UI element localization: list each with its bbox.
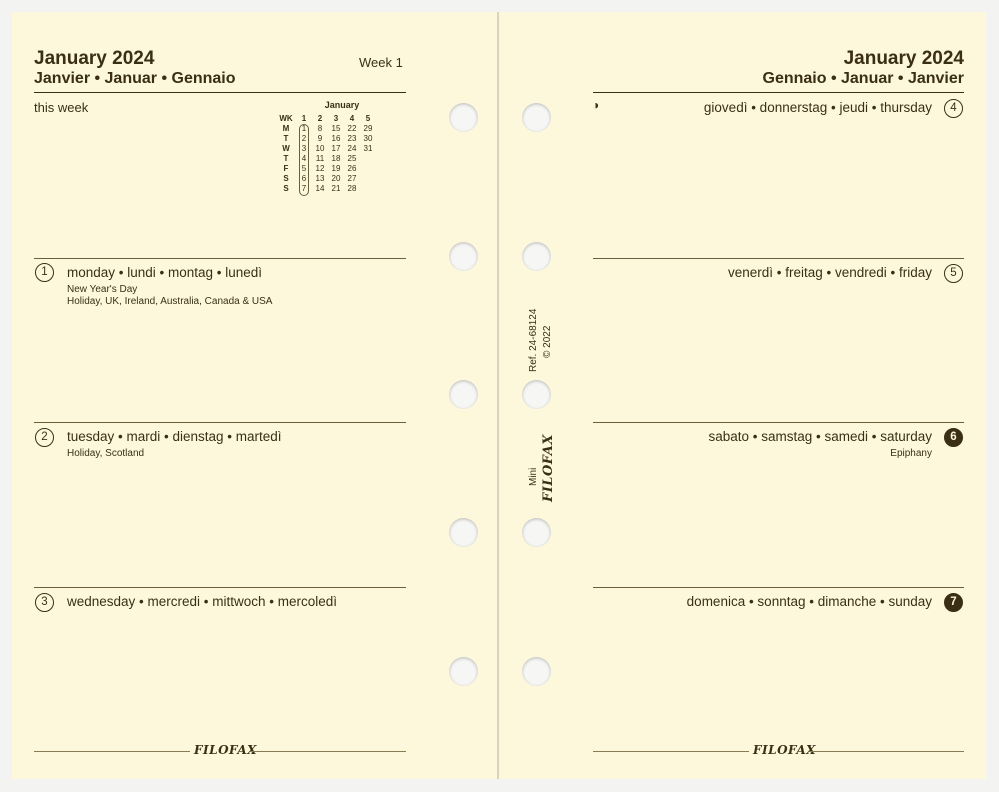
mini-calendar-date: 17 bbox=[331, 144, 341, 153]
day-name-wednesday: wednesday • mercredi • mittwoch • mercoledì bbox=[67, 594, 338, 609]
binder-hole bbox=[522, 657, 551, 686]
mini-calendar-date: 21 bbox=[331, 184, 341, 193]
right-month-title: January 2024 bbox=[843, 48, 964, 69]
right-month-subtitle: Gennaio • Januar • Janvier bbox=[762, 70, 964, 87]
day-name-friday: venerdì • freitag • vendredi • friday bbox=[727, 265, 932, 280]
mini-calendar-date: 16 bbox=[331, 134, 341, 143]
right-header-rule bbox=[593, 92, 964, 93]
filofax-logo: FILOFAX bbox=[194, 743, 257, 757]
mini-calendar-day-letter: T bbox=[283, 134, 289, 143]
day-note: Epiphany bbox=[890, 448, 932, 459]
mini-calendar-date: 8 bbox=[317, 124, 323, 133]
mini-calendar-date: 27 bbox=[347, 174, 357, 183]
mini-calendar-week-number: 4 bbox=[349, 114, 355, 123]
week-label: Week 1 bbox=[359, 55, 403, 70]
mini-calendar-date: 4 bbox=[301, 154, 307, 163]
moon-phase-icon: ◑ bbox=[592, 98, 600, 112]
day-number-badge: 2 bbox=[35, 428, 54, 447]
mini-calendar-week-number: 1 bbox=[301, 114, 307, 123]
mini-calendar-date: 5 bbox=[301, 164, 307, 173]
mini-calendar-date: 3 bbox=[301, 144, 307, 153]
binder-hole bbox=[522, 103, 551, 132]
day-number-badge: 5 bbox=[944, 264, 963, 283]
binder-hole bbox=[522, 380, 551, 409]
mini-calendar-day-letter: F bbox=[283, 164, 289, 173]
right-page bbox=[500, 12, 986, 779]
mini-calendar-date: 28 bbox=[347, 184, 357, 193]
binder-hole bbox=[449, 657, 478, 686]
mini-calendar-date: 20 bbox=[331, 174, 341, 183]
binder-hole bbox=[449, 518, 478, 547]
mini-calendar-week-number: 5 bbox=[365, 114, 371, 123]
mini-calendar-day-letter: S bbox=[283, 184, 289, 193]
day-name-sunday: domenica • sonntag • dimanche • sunday bbox=[686, 594, 932, 609]
mini-calendar-date: 25 bbox=[347, 154, 357, 163]
day-number-badge: 4 bbox=[944, 99, 963, 118]
mini-calendar-date: 30 bbox=[363, 134, 373, 143]
spine-filofax-logo: FILOFAX bbox=[541, 434, 556, 502]
right-day-rule bbox=[593, 422, 964, 423]
day-name-tuesday: tuesday • mardi • dienstag • martedì bbox=[67, 429, 282, 444]
day-number-badge-weekend: 6 bbox=[944, 428, 963, 447]
binder-hole bbox=[449, 242, 478, 271]
mini-calendar-date: 22 bbox=[347, 124, 357, 133]
day-number-badge-weekend: 7 bbox=[944, 593, 963, 612]
footer-line bbox=[34, 751, 190, 752]
mini-calendar-date: 15 bbox=[331, 124, 341, 133]
mini-calendar-date: 14 bbox=[315, 184, 325, 193]
day-number-badge: 3 bbox=[35, 593, 54, 612]
right-day-rule bbox=[593, 258, 964, 259]
day-note: New Year's Day bbox=[67, 284, 138, 295]
mini-calendar bbox=[278, 100, 398, 196]
mini-calendar-date: 11 bbox=[315, 154, 325, 163]
binder-hole bbox=[522, 518, 551, 547]
edition-label: Mini bbox=[528, 467, 539, 486]
mini-calendar-date: 23 bbox=[347, 134, 357, 143]
footer-line bbox=[593, 751, 749, 752]
reference-code: Ref. 24-68124 bbox=[528, 308, 539, 372]
page-spine bbox=[497, 12, 499, 779]
mini-calendar-day-letter: M bbox=[282, 124, 290, 133]
mini-calendar-date: 18 bbox=[331, 154, 341, 163]
mini-calendar-date: 6 bbox=[301, 174, 307, 183]
binder-hole bbox=[449, 103, 478, 132]
mini-calendar-date: 19 bbox=[331, 164, 341, 173]
day-name-thursday: giovedì • donnerstag • jeudi • thursday bbox=[703, 100, 932, 115]
copyright-text: © 2022 bbox=[542, 325, 553, 358]
left-day-rule bbox=[34, 258, 406, 259]
mini-calendar-date: 12 bbox=[315, 164, 325, 173]
day-name-monday: monday • lundi • montag • lunedì bbox=[67, 265, 263, 280]
mini-calendar-date: 1 bbox=[301, 124, 307, 133]
mini-calendar-date: 7 bbox=[301, 184, 307, 193]
mini-calendar-week-number: 2 bbox=[317, 114, 323, 123]
mini-calendar-month: January bbox=[324, 100, 360, 110]
mini-calendar-date: 9 bbox=[317, 134, 323, 143]
day-note: Holiday, UK, Ireland, Australia, Canada & USA bbox=[67, 296, 273, 307]
left-day-rule bbox=[34, 422, 406, 423]
mini-calendar-date: 31 bbox=[363, 144, 373, 153]
mini-calendar-date: 29 bbox=[363, 124, 373, 133]
left-day-rule bbox=[34, 587, 406, 588]
filofax-logo: FILOFAX bbox=[753, 743, 816, 757]
left-month-title: January 2024 bbox=[34, 48, 155, 69]
mini-calendar-date: 13 bbox=[315, 174, 325, 183]
mini-calendar-date: 2 bbox=[301, 134, 307, 143]
day-number-badge: 1 bbox=[35, 263, 54, 282]
footer-line bbox=[250, 751, 406, 752]
mini-calendar-date: 26 bbox=[347, 164, 357, 173]
mini-calendar-date: 10 bbox=[315, 144, 325, 153]
mini-calendar-wk-label: WK bbox=[279, 114, 293, 123]
left-header-rule bbox=[34, 92, 406, 93]
mini-calendar-day-letter: T bbox=[283, 154, 289, 163]
this-week-label: this week bbox=[34, 100, 89, 115]
left-page bbox=[12, 12, 498, 779]
binder-hole bbox=[522, 242, 551, 271]
right-day-rule bbox=[593, 587, 964, 588]
mini-calendar-date: 24 bbox=[347, 144, 357, 153]
mini-calendar-week-number: 3 bbox=[333, 114, 339, 123]
day-note: Holiday, Scotland bbox=[67, 448, 145, 459]
mini-calendar-day-letter: W bbox=[282, 144, 290, 153]
day-name-saturday: sabato • samstag • samedi • saturday bbox=[708, 429, 932, 444]
mini-calendar-day-letter: S bbox=[283, 174, 289, 183]
left-month-subtitle: Janvier • Januar • Gennaio bbox=[34, 70, 236, 87]
footer-line bbox=[809, 751, 964, 752]
binder-hole bbox=[449, 380, 478, 409]
